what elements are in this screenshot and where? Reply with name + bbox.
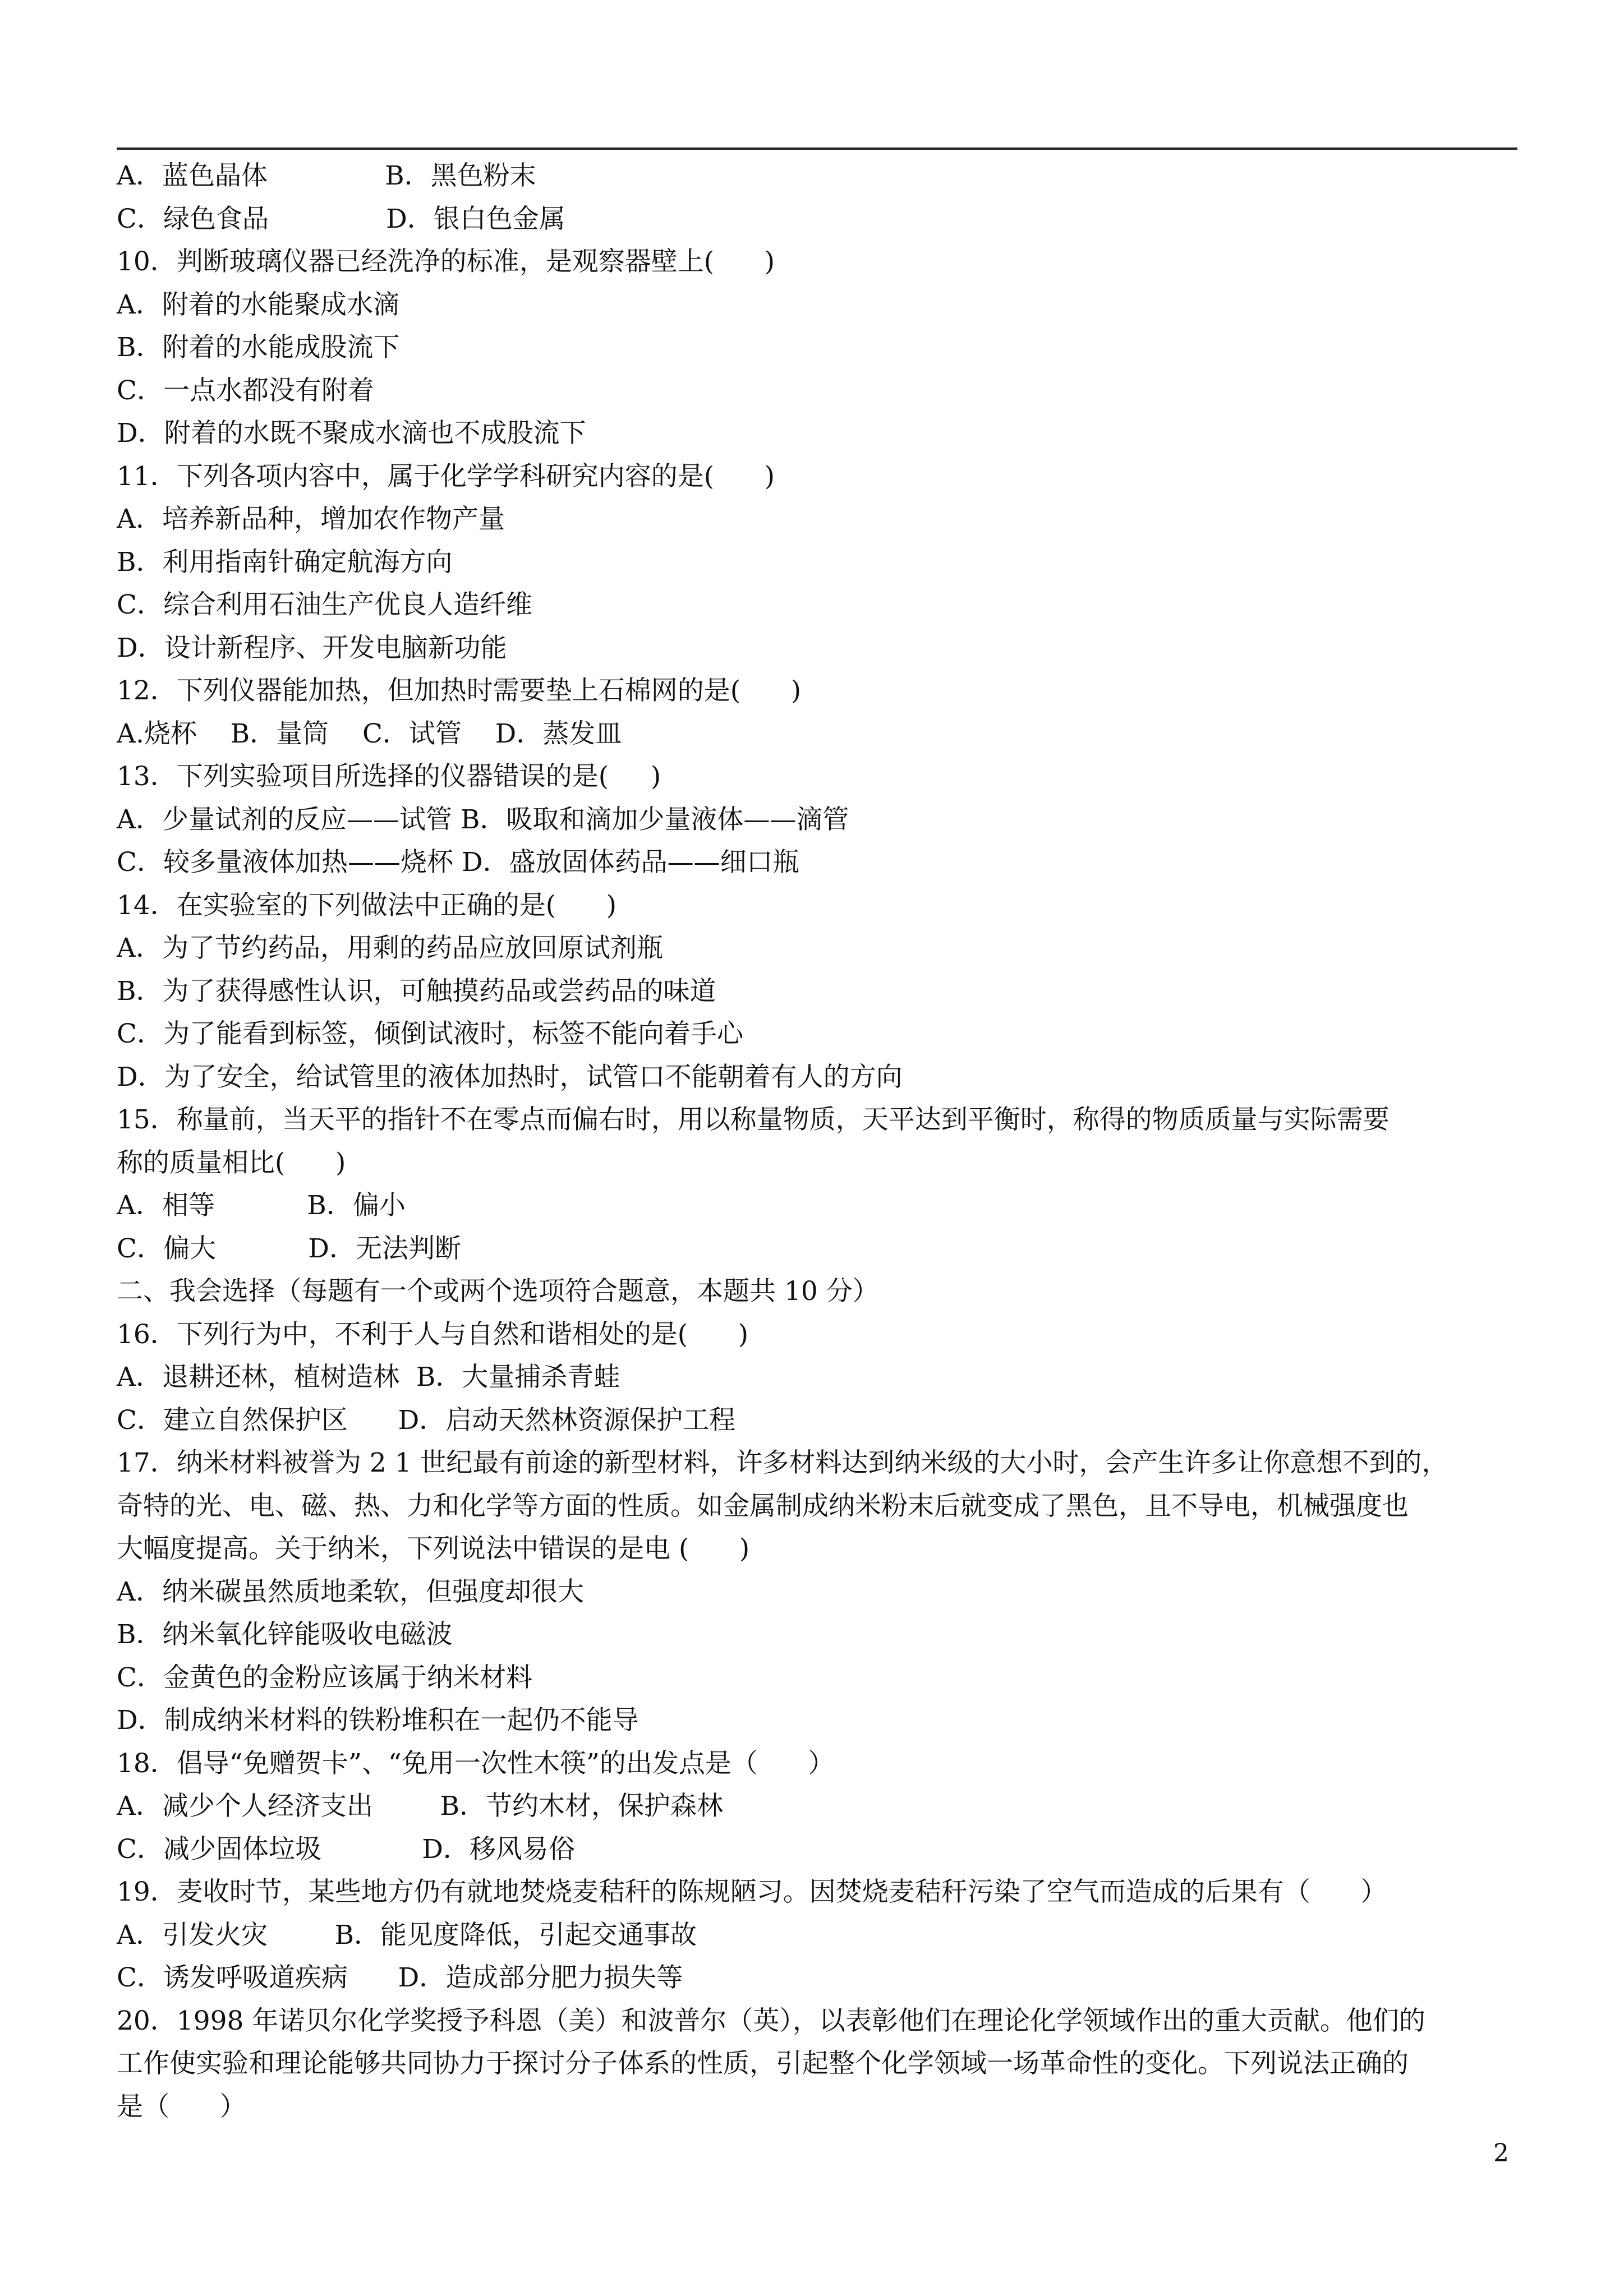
text-line: B．附着的水能成股流下 <box>117 332 400 363</box>
text-line: D．附着的水既不聚成水滴也不成股流下 <box>117 418 586 449</box>
text-line: 17．纳米材料被誉为 2 1 世纪最有前途的新型材料，许多材料达到纳米级的大小时，会产生许多让你意想不到的， <box>117 1447 1448 1478</box>
text-line: 称的质量相比( ) <box>117 1147 346 1178</box>
text-line: 二、我会选择（每题有一个或两个选项符合题意，本题共 10 分） <box>117 1276 879 1307</box>
text-line: 14．在实验室的下列做法中正确的是( ) <box>117 889 617 921</box>
text-line: C．绿色食品 D．银白色金属 <box>117 203 565 234</box>
text-line: A．附着的水能聚成水滴 <box>117 289 399 320</box>
text-line: C．综合利用石油生产优良人造纤维 <box>117 589 532 620</box>
text-line: A．相等 B．偏小 <box>117 1190 406 1221</box>
text-line: 工作使实验和理论能够共同协力于探讨分子体系的性质，引起整个化学领域一场革命性的变化。下列说法正确的 <box>117 2048 1409 2079</box>
text-line: C．金黄色的金粉应该属于纳米材料 <box>117 1662 532 1693</box>
text-line: B．纳米氧化锌能吸收电磁波 <box>117 1619 453 1650</box>
text-line: C．偏大 D．无法判断 <box>117 1233 461 1264</box>
text-line: D．设计新程序、开发电脑新功能 <box>117 632 507 663</box>
text-line: A．退耕还林，植树造林 B．大量捕杀青蛙 <box>117 1362 620 1393</box>
text-line: 11．下列各项内容中，属于化学学科研究内容的是( ) <box>117 460 775 492</box>
text-line: 10．判断玻璃仪器已经洗净的标准，是观察器壁上( ) <box>117 246 775 277</box>
text-line: 19．麦收时节，某些地方仍有就地焚烧麦秸秆的陈规陋习。因焚烧麦秸秆污染了空气而造成的后果有（ ） <box>117 1877 1387 1907</box>
text-line: A．培养新品种，增加农作物产量 <box>117 504 505 534</box>
text-line: D．制成纳米材料的铁粉堆积在一起仍不能导 <box>117 1705 639 1736</box>
text-line: 大幅度提高。关于纳米，下列说法中错误的是电 ( ) <box>117 1533 750 1564</box>
question-text-body <box>117 155 1519 2128</box>
text-line: 是（ ） <box>117 2091 246 2122</box>
text-line: 12．下列仪器能加热，但加热时需要垫上石棉网的是( ) <box>117 675 802 706</box>
text-line: C．为了能看到标签，倾倒试液时，标签不能向着手心 <box>117 1018 743 1049</box>
text-line: 20．1998 年诺贝尔化学奖授予科恩（美）和波普尔（英），以表彰他们在理论化学领域作出的重大贡献。他们的 <box>117 2005 1425 2036</box>
text-line: 15．称量前，当天平的指针不在零点而偏右时，用以称量物质，天平达到平衡时，称得的物质质量与实际需要 <box>117 1104 1390 1135</box>
text-line: 奇特的光、电、磁、热、力和化学等方面的性质。如金属制成纳米粉末后就变成了黑色，且不导电，机械强度也 <box>117 1490 1409 1522</box>
text-line: 13．下列实验项目所选择的仪器错误的是( ) <box>117 761 661 792</box>
text-line: B．利用指南针确定航海方向 <box>117 546 453 578</box>
text-line: 16．下列行为中，不利于人与自然和谐相处的是( ) <box>117 1318 749 1350</box>
text-line: C．诱发呼吸道疾病 D．造成部分肥力损失等 <box>117 1962 683 1993</box>
text-line: D．为了安全，给试管里的液体加热时，试管口不能朝着有人的方向 <box>117 1061 903 1092</box>
text-line: B．为了获得感性认识，可触摸药品或尝药品的味道 <box>117 975 716 1007</box>
text-line: A．引发火灾 B．能见度降低，引起交通事故 <box>117 1919 697 1951</box>
header-rule <box>117 147 1517 150</box>
text-line: A.烧杯 B．量筒 C．试管 D．蒸发皿 <box>117 718 622 749</box>
text-line: C．建立自然保护区 D．启动天然林资源保护工程 <box>117 1404 736 1436</box>
text-line: A．少量试剂的反应——试管 B．吸取和滴加少量液体——滴管 <box>117 804 849 835</box>
text-line: C．减少固体垃圾 D．移风易俗 <box>117 1833 575 1865</box>
page-number: 2 <box>1493 2139 1509 2168</box>
text-line: A．纳米碳虽然质地柔软，但强度却很大 <box>117 1576 584 1607</box>
text-line: A．减少个人经济支出 B．节约木材，保护森林 <box>117 1791 723 1822</box>
text-line: C．一点水都没有附着 <box>117 375 374 406</box>
text-line: C．较多量液体加热——烧杯 D．盛放固体药品——细口瓶 <box>117 847 799 878</box>
text-line: A．蓝色晶体 B．黑色粉末 <box>117 160 536 191</box>
text-line: 18．倡导“免赠贺卡”、“免用一次性木筷”的出发点是（ ） <box>117 1748 835 1779</box>
text-line: A．为了节约药品，用剩的药品应放回原试剂瓶 <box>117 933 663 963</box>
